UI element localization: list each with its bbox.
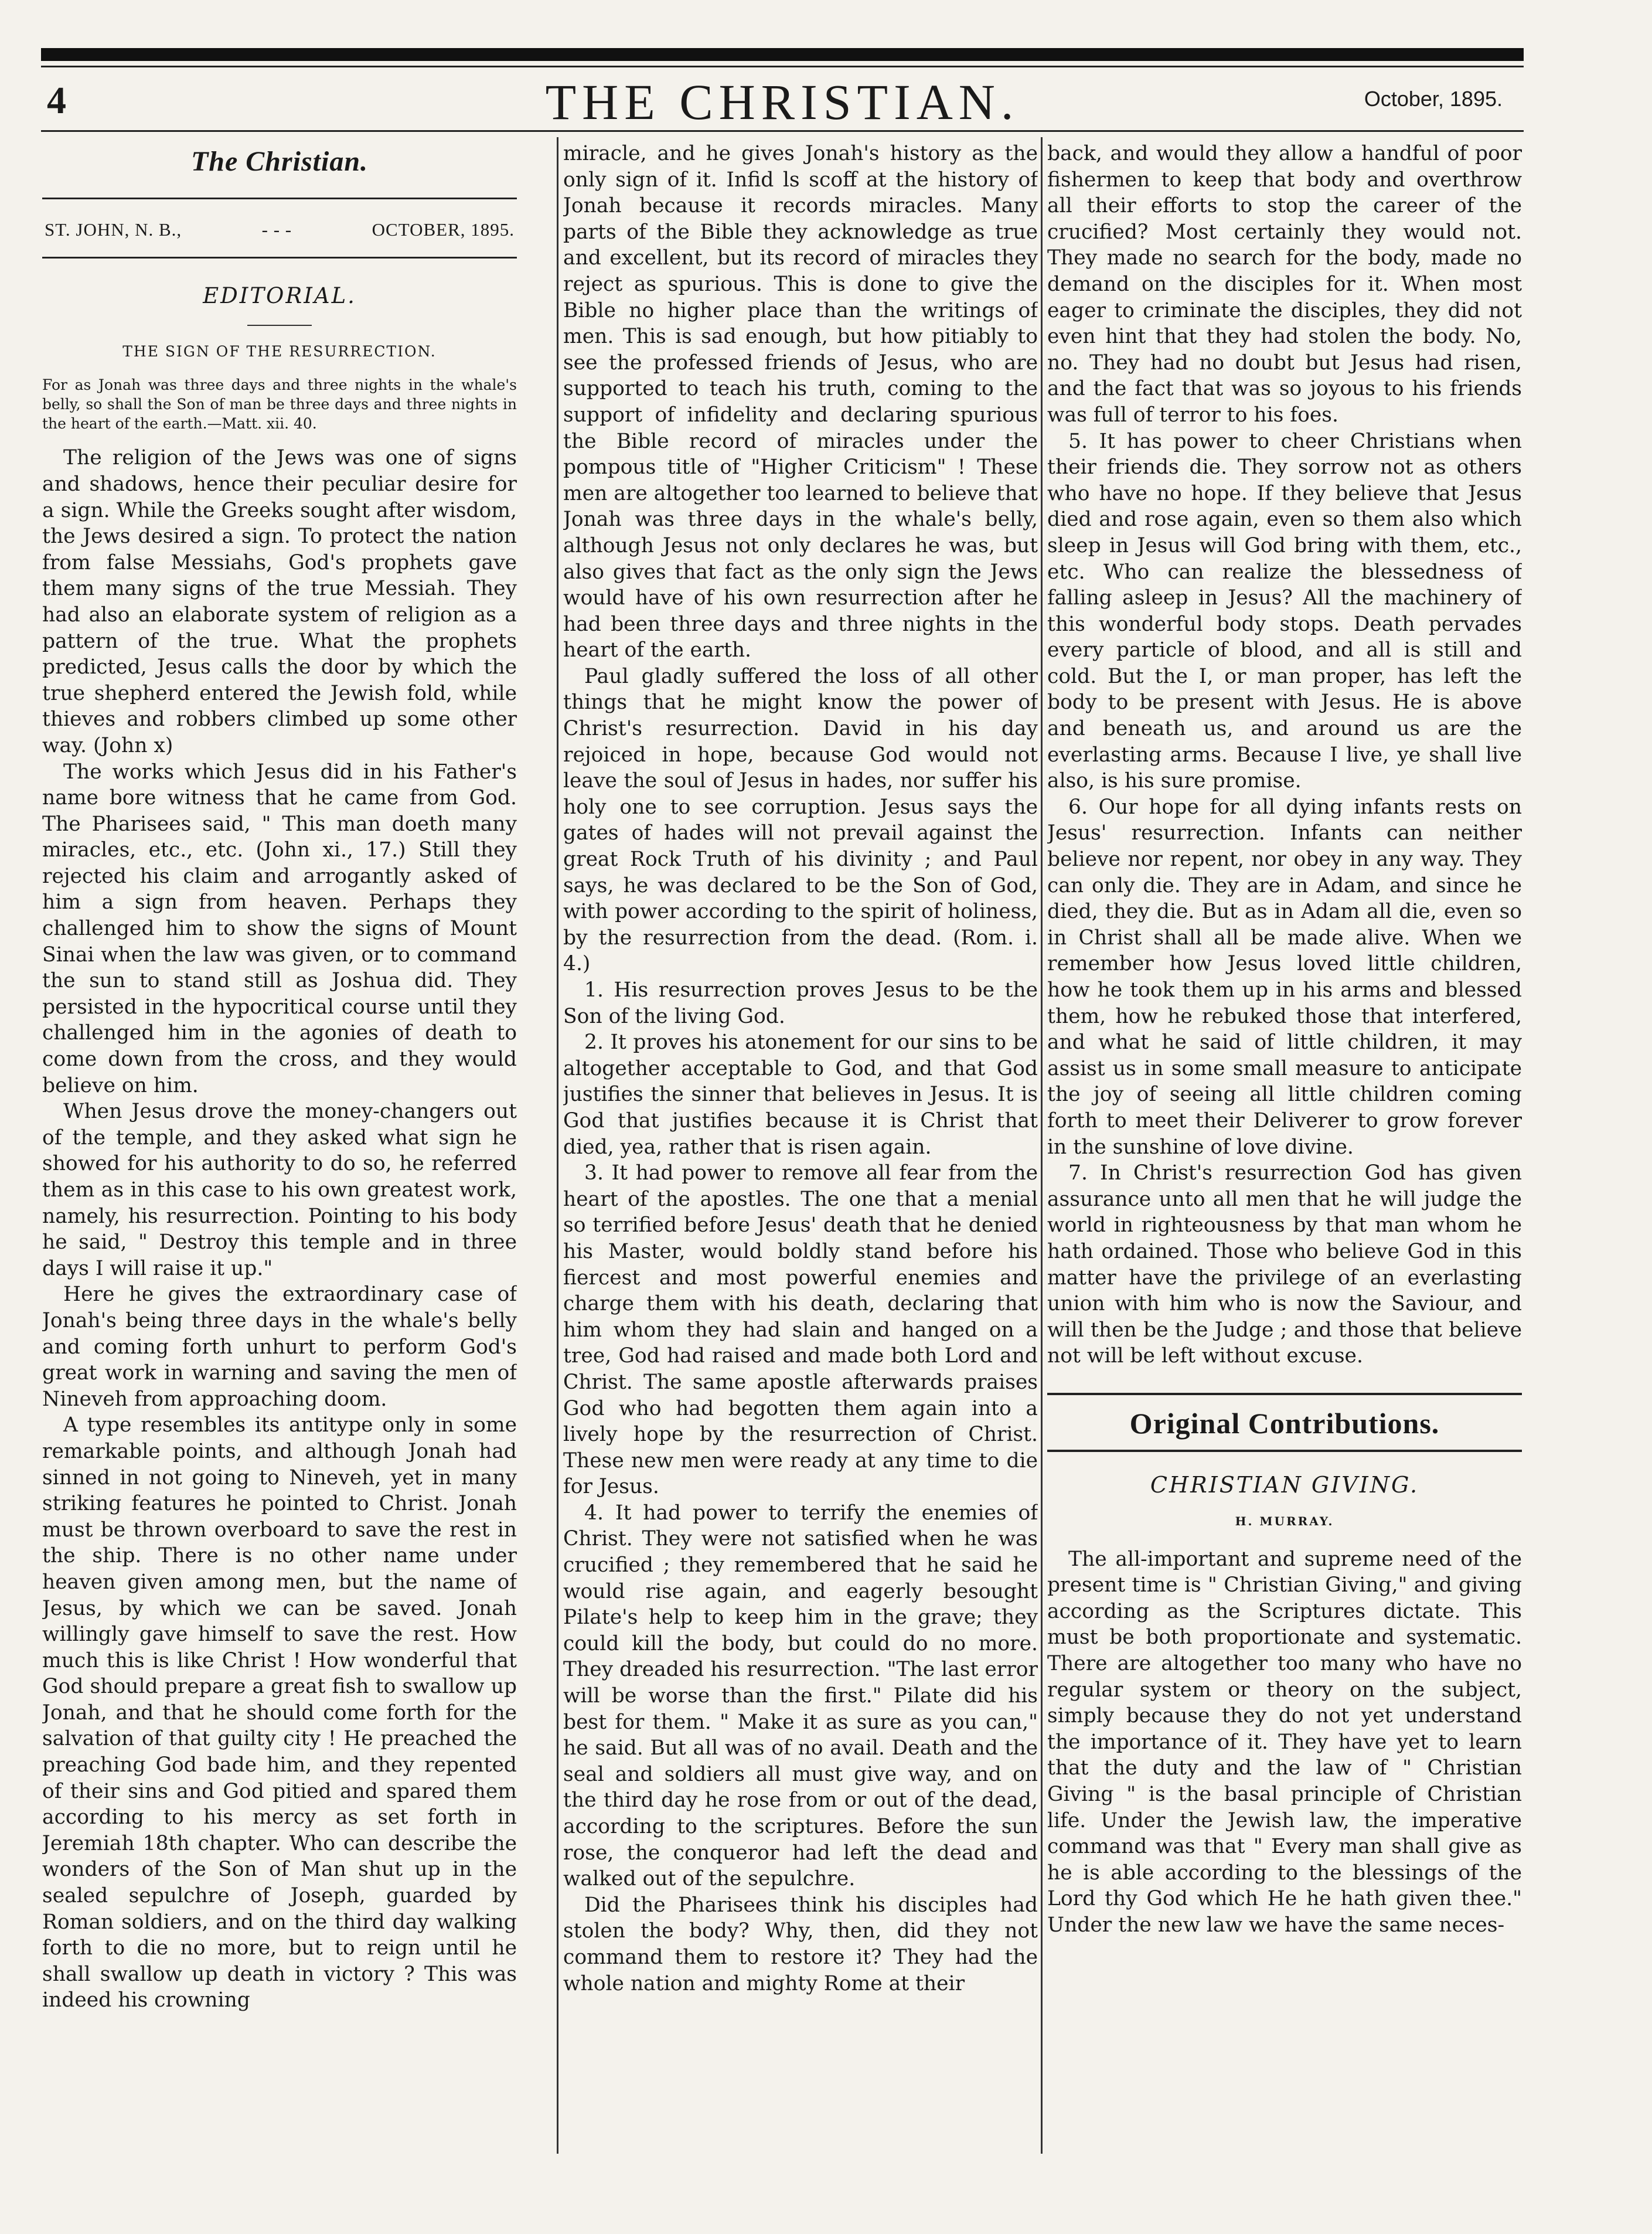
paragraph: Here he gives the extraordinary case of Jonah's being three days in the whale's belly and coming forth unhurt to perform God's great work in warning and saving the men of Nineveh from approaching doom. bbox=[42, 1283, 517, 1411]
paragraph: 3. It had power to remove all fear from the heart of the apostles. The one that a menial so terrified before Jesus' death that he denied his Master, would boldly stand before his fiercest and most powerful enemies and charge them with his death, declaring that him whom they had slain and hanged on a tree, God had raised and made both Lord and Christ. The same apostle afterwards praises God who had begotten them again into a lively hope by the resurrection of Christ. These new men were ready at any time to die for Jesus. bbox=[563, 1161, 1038, 1499]
paragraph: 7. In Christ's resurrection God has given assurance unto all men that he will judge the world in righteousness by that man whom he hath ordained. Those who believe God in this matter have the privilege of an everlasting union with him who is now the Saviour, and will then be the Judge ; and those that believe not will be left without excuse. bbox=[1047, 1161, 1522, 1368]
paragraph: A type resembles its antitype only in some remarkable points, and although Jonah had sinned in not going to Nineveh, yet in many striking features he pointed to Christ. Jonah must be thrown overboard to save the rest in the ship. There is no other name under heaven given among men, but the name of Jesus, by which we can be saved. Jonah willingly gave himself to save the rest. How much this is like Christ ! How wonderful that God should prepare a great fish to swallow up Jonah, and that he should come forth for the salvation of that guilty city ! He preached the preaching God bade him, and they repented of their sins and God pitied and spared them according to his mercy as set forth in Jeremiah 18th chapter. Who can describe the wonders of the Son of Man shut up in the sealed sepulchre of Joseph, guarded by Roman soldiers, and on the third day walking forth to die no more, but to reign until he shall swallow up death in victory ? This was indeed his crowning bbox=[42, 1413, 517, 2012]
issue-date: October, 1895. bbox=[1364, 87, 1503, 111]
column-divider bbox=[1041, 137, 1043, 2154]
paragraph: The all-important and supreme need of the present time is " Christian Giving," and giving according as the Scriptures dictate. This must be both proportionate and systematic. There are altogether too many who have no regular system or theory on the subject, simply because they do not yet understand the importance of it. They have yet to learn that the duty and the law of " Christian Giving " is the basal principle of Christian life. Under the Jewish law, the imperative command was that " Every man shall give as he is able according to the blessings of the Lord thy God which He he hath given thee." Under the new law we have the same neces- bbox=[1047, 1547, 1522, 1937]
contribution-title: CHRISTIAN GIVING. bbox=[1150, 1471, 1419, 1498]
page-number: 4 bbox=[47, 79, 66, 122]
paragraph: Did the Pharisees think his disciples had stolen the body? Why, then, did they not command them to restore it? They had the whole nation and mighty Rome at their bbox=[563, 1893, 1038, 1995]
epigraph: For as Jonah was three days and three nights in the whale's belly, so shall the Son of man be three days and three nights in the heart of the earth.—Matt. xii. 40. bbox=[42, 376, 517, 433]
contribution-author: H. MURRAY. bbox=[1235, 1514, 1334, 1529]
short-rule bbox=[247, 325, 312, 326]
paper-title: The Christian. bbox=[190, 146, 369, 177]
divider bbox=[42, 257, 517, 259]
paragraph: back, and would they allow a handful of poor fishermen to keep that body and overthrow all their efforts to stop the career of the crucified? Most certainly they would not. They made no search for the body, made no demand on the disciples for it. When most eager to criminate the disciples, they did not even hint that they had stolen the body. No, no. They had no doubt but Jesus had risen, and the fact that was so joyous to his friends was full of terror to his foes. bbox=[1047, 142, 1522, 427]
paragraph: The religion of the Jews was one of signs and shadows, hence their peculiar desire for a sign. While the Greeks sought after wisdom, the Jews desired a sign. To protect the nation from false Messiahs, God's prophets gave them many signs of the true Messiah. They had also an elaborate system of religion as a pattern of the true. What the prophets predicted, Jesus calls the door by which the true shepherd entered the Jewish fold, while thieves and robbers climbed up some other way. (John x) bbox=[42, 446, 517, 757]
dateline-dots: - - - bbox=[261, 219, 292, 240]
paragraph: miracle, and he gives Jonah's history as the only sign of it. Infid ls scoff at the history of Jonah because it records miracles. Many parts of the Bible they acknowledge as true and excellent, but its record of miracles they reject as spurious. This is done to give the Bible no higher place than the writings of men. This is sad enough, but how pitiably to see the professed friends of Jesus, who are supported to teach his truth, coming to the support of infidelity and declaring spurious the Bible record of miracles under the pompous title of "Higher Criticism" ! These men are altogether too learned to believe that Jonah was three days in the whale's belly, although Jesus not only declares he was, but also gives that fact as the only sign the Jews would have of his own resurrection after he had been three days and three nights in the heart of the earth. bbox=[563, 142, 1038, 662]
contributions-heading: Original Contributions. bbox=[1047, 1393, 1522, 1452]
paragraph: 6. Our hope for all dying infants rests on Jesus' resurrection. Infants can neither believe nor repent, nor obey in any way. They can only die. They are in Adam, and since he died, they die. But as in Adam all die, even so in Christ shall all be made alive. When we remember how Jesus loved little children, how he took them up in his arms and blessed them, how he rebuked those that interfered, and what he said of little children, it may assist us in some small measure to anticipate the joy of seeing all little children coming forth to meet their Deliverer to grow forever in the sunshine of love divine. bbox=[1047, 795, 1522, 1159]
paragraph: 1. His resurrection proves Jesus to be the Son of the living God. bbox=[563, 978, 1038, 1028]
page-header bbox=[41, 69, 1524, 128]
column-divider bbox=[557, 137, 558, 2154]
paragraph: 2. It proves his atonement for our sins to be altogether acceptable to God, and that God justifies the sinner that believes in Jesus. It is God that justifies because it is Christ that died, yea, rather that is risen again. bbox=[563, 1031, 1038, 1159]
article-title: THE SIGN OF THE RESURRECTION. bbox=[122, 342, 437, 360]
paragraph: When Jesus drove the money-changers out of the temple, and they asked what sign he showed for his authority to do so, he referred them as in this case to his own greatest work, namely, his resurrection. Pointing to his body he said, " Destroy this temple and in three days I will raise it up." bbox=[42, 1100, 517, 1280]
dateline bbox=[42, 211, 517, 257]
column-2 bbox=[563, 141, 1038, 2222]
column-1 bbox=[42, 141, 517, 2222]
dateline-date: OCTOBER, 1895. bbox=[372, 219, 515, 240]
top-thin-rule bbox=[41, 66, 1524, 67]
section-title: EDITORIAL. bbox=[203, 283, 356, 309]
divider bbox=[42, 198, 517, 199]
paragraph: 4. It had power to terrify the enemies of Christ. They were not satisfied when he was crucified ; they remembered that he said he would rise again, and eagerly besought Pilate's help to keep him in the grave; they could kill the body, but could do no more. They dreaded his resurrection. "The last error will be worse than the first." Pilate did his best for them. " Make it as sure as you can," he said. But all was of no avail. Death and the seal and soldiers all must give way, and on the third day he rose from or out of the dead, according to the scriptures. Before the sun rose, the conqueror had left the dead and walked out of the sepulchre. bbox=[563, 1501, 1038, 1891]
column-3 bbox=[1047, 141, 1522, 2222]
paragraph: The works which Jesus did in his Father's name bore witness that he came from God. The Pharisees said, " This man doeth many miracles, etc., etc. (John xi., 17.) Still they rejected his claim and arrogantly asked of him a sign from heaven. Perhaps they challenged him to show the signs of Mount Sinai when the law was given, or to command the sun to stand still as Joshua did. They persisted in the hypocritical course until they challenged him in the agonies of death to come down from the cross, and they would believe on him. bbox=[42, 760, 517, 1097]
top-border-rule bbox=[41, 48, 1524, 61]
paragraph: 5. It has power to cheer Christians when their friends die. They sorrow not as others who have no hope. If they believe that Jesus died and rose again, even so them also which sleep in Jesus will God bring with them, etc., etc. Who can realize the blessedness of falling asleep in Jesus? All the machinery of this wonderful body stops. Death pervades every particle of blood, and all is still and cold. But the I, or man proper, has left the body to be present with Jesus. He is above and beneath us, and around us are the everlasting arms. Because I live, ye shall live also, is his sure promise. bbox=[1047, 429, 1522, 793]
newspaper-masthead: THE CHRISTIAN. bbox=[545, 74, 1020, 130]
header-rule bbox=[41, 130, 1524, 132]
dateline-place: ST. JOHN, N. B., bbox=[45, 219, 182, 240]
paragraph: Paul gladly suffered the loss of all other things that he might know the power of Christ's resurrection. David in his day rejoiced in hope, because God would not leave the soul of Jesus in hades, nor suffer his holy one to see corruption. Jesus says the gates of hades will not prevail against the great Rock Truth of his divinity ; and Paul says, he was declared to be the Son of God, with power according to the spirit of holiness, by the resurrection from the dead. (Rom. i. 4.) bbox=[563, 664, 1038, 976]
